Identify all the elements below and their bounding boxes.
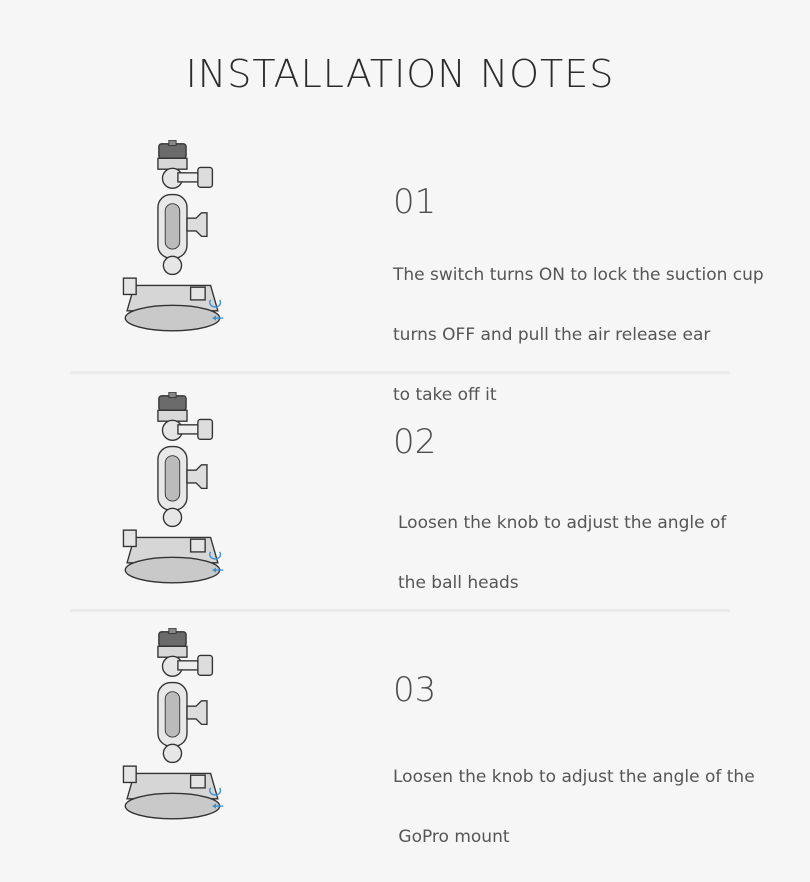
step-description xyxy=(393,732,755,882)
section-divider xyxy=(70,371,730,374)
step-line: Loosen the knob to adjust the angle of xyxy=(398,513,727,533)
page-title: INSTALLATION NOTES xyxy=(185,52,615,96)
step-line: GoPro mount xyxy=(393,827,510,847)
suction-mount-icon xyxy=(118,140,236,340)
suction-mount-icon xyxy=(118,628,236,828)
step-1 xyxy=(0,140,810,405)
step-line: the ball heads xyxy=(398,573,519,593)
step-2 xyxy=(0,392,810,592)
step-3 xyxy=(0,628,810,847)
step-number: 01 xyxy=(393,182,437,222)
step-number: 02 xyxy=(393,422,437,462)
step-line: to take off it xyxy=(393,385,497,405)
step-line: turns OFF and pull the air release ear xyxy=(393,325,711,345)
step-line: The switch turns ON to lock the suction cup xyxy=(393,265,764,285)
step-number: 03 xyxy=(393,670,437,710)
step-line: Loosen the knob to adjust the angle of the xyxy=(393,767,755,787)
suction-mount-icon xyxy=(118,392,236,592)
step-description xyxy=(398,478,726,628)
section-divider xyxy=(70,609,730,612)
